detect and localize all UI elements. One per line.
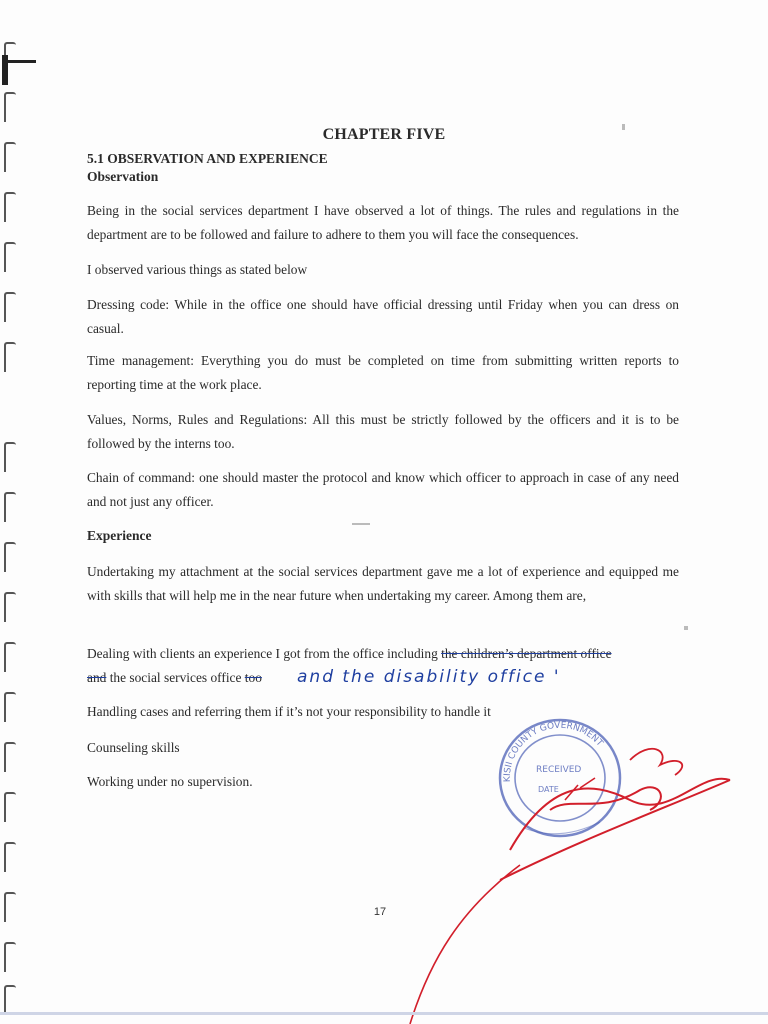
paragraph-observed-intro: I observed various things as stated below bbox=[87, 262, 308, 277]
paragraph-chain-of-command: Chain of command: one should master the protocol and know which officer to approach in case of any need and not just any officer. bbox=[87, 470, 679, 509]
handwritten-insertion: and the disability office ' bbox=[297, 667, 561, 687]
dealing-clients-lead: Dealing with clients an experience I got from the office including bbox=[87, 646, 442, 661]
list-item-handling-cases: Handling cases and referring them if it’s not your responsibility to handle it bbox=[87, 704, 491, 719]
paragraph-time-management: Time management: Everything you do must be completed on time from submitting written reports to reporting time at the work place. bbox=[87, 353, 679, 392]
experience-heading: Experience bbox=[87, 528, 152, 543]
red-signature bbox=[400, 740, 740, 1024]
observation-heading: Observation bbox=[87, 169, 159, 184]
dealing-clients-middle: the social services office bbox=[106, 669, 245, 685]
paragraph-experience-intro: Undertaking my attachment at the social services department gave me a lot of experience and equipped me with skills that will help me in the near future when undertaking my career. Among them are, bbox=[87, 564, 679, 603]
paragraph-rules: Being in the social services department I have observed a lot of things. The rules and regulations in the department are to be followed and failure to adhere to them you will face the consequences. bbox=[87, 203, 679, 242]
paragraph-dressing-code: Dressing code: While in the office one should have official dressing until Friday when you can dress on casual. bbox=[87, 297, 679, 336]
chapter-title: CHAPTER FIVE bbox=[322, 126, 446, 143]
section-heading: 5.1 OBSERVATION AND EXPERIENCE bbox=[87, 151, 328, 166]
struck-and: and bbox=[87, 669, 107, 685]
svg-text:DATE: DATE bbox=[538, 785, 559, 794]
page-number: 17 bbox=[373, 906, 387, 918]
list-item-counseling: Counseling skills bbox=[87, 740, 180, 755]
svg-text:KISII COUNTY GOVERNMENT: KISII COUNTY GOVERNMENT bbox=[502, 720, 605, 783]
struck-too: too bbox=[244, 669, 262, 685]
spiral-binding bbox=[0, 30, 22, 1020]
svg-text:RECEIVED: RECEIVED bbox=[536, 765, 582, 775]
paragraph-values-norms: Values, Norms, Rules and Regulations: All this must be strictly followed by the officers and it is to be followed by the interns too. bbox=[87, 412, 679, 451]
struck-children-department: the children’s department office bbox=[441, 646, 612, 661]
list-item-no-supervision: Working under no supervision. bbox=[87, 774, 253, 789]
